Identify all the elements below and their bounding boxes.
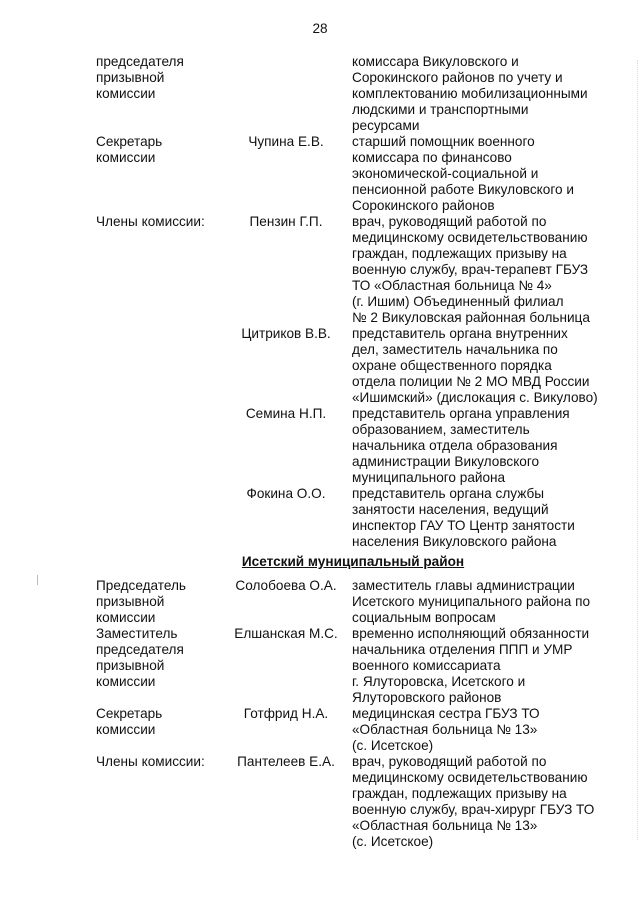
member-role: Члены комиссии: — [96, 754, 205, 769]
section-heading: Исетский муниципальный район — [241, 554, 465, 569]
member-name: Чупина Е.В. — [248, 134, 324, 149]
member-name: Елшанская М.С. — [234, 626, 338, 641]
member-position: врач, руководящий работой по медицинскому освидетельствованию граждан, подлежащих призыву на военную службу, врач-хирург ГБУЗ ТО «Областная больница № 13» (с. Исетское) — [352, 754, 595, 849]
member-position: врач, руководящий работой по медицинскому освидетельствованию граждан, подлежащих призыву на военную службу, врач-терапевт ГБУЗ ТО «Областная больница № 4» (г. Ишим) Объединенный филиал № 2 Викуловская районная больница — [352, 214, 590, 325]
member-position: представитель органа службы занятости населения, ведущий инспектор ГАУ ТО Центр занятости населения Викуловского района — [352, 486, 575, 549]
member-role: Председатель призывной комиссии — [96, 578, 186, 625]
member-role: Секретарь комиссии — [96, 706, 163, 737]
member-name: Семина Н.П. — [245, 406, 327, 421]
member-position: старший помощник военного комиссара по финансово экономической-социальной и пенсионной работе Викуловского и Сорокинского районов — [352, 134, 574, 213]
member-position: заместитель главы администрации Исетского муниципального района по социальным вопросам — [352, 578, 591, 625]
member-role: председателя призывной комиссии — [96, 54, 184, 101]
member-name: Пантелеев Е.А. — [237, 754, 335, 769]
commission-list — [0, 54, 640, 850]
member-row — [0, 214, 640, 326]
member-row — [0, 406, 640, 486]
member-role: Заместитель председателя призывной комиссии — [96, 626, 184, 689]
member-position: временно исполняющий обязанности начальника отделения ППП и УМР военного комиссариата г. Ялуторовска, Исетского и Ялуторовского районов — [352, 626, 590, 705]
member-name: Цитриков В.В. — [241, 326, 331, 341]
member-position: комиссара Викуловского и Сорокинского районов по учету и комплектованию мобилизационными людскими и транспортными ресурсами — [352, 54, 588, 133]
member-name: Готфрид Н.А. — [243, 706, 329, 721]
member-position: медицинская сестра ГБУЗ ТО «Областная больница № 13» (с. Исетское) — [352, 706, 540, 753]
member-position: представитель органа управления образованием, заместитель начальника отдела образования администрации Викуловского муниципального района — [352, 406, 570, 485]
member-row — [0, 578, 640, 626]
member-row — [0, 626, 640, 706]
member-name: Фокина О.О. — [246, 486, 326, 501]
member-role: Секретарь комиссии — [96, 134, 163, 165]
member-row — [0, 54, 640, 134]
member-role: Члены комиссии: — [96, 214, 205, 229]
member-row — [0, 326, 640, 406]
member-row — [0, 486, 640, 550]
member-name: Пензин Г.П. — [249, 214, 323, 229]
member-position: представитель органа внутренних дел, заместитель начальника по охране общественного порядка отдела полиции № 2 МО МВД России «Ишимский» (дислокация с. Викулово) — [352, 326, 598, 405]
page-number: 28 — [312, 21, 328, 36]
member-name: Солобоева О.А. — [235, 578, 337, 593]
member-row — [0, 706, 640, 754]
member-row — [0, 134, 640, 214]
member-row — [0, 754, 640, 850]
